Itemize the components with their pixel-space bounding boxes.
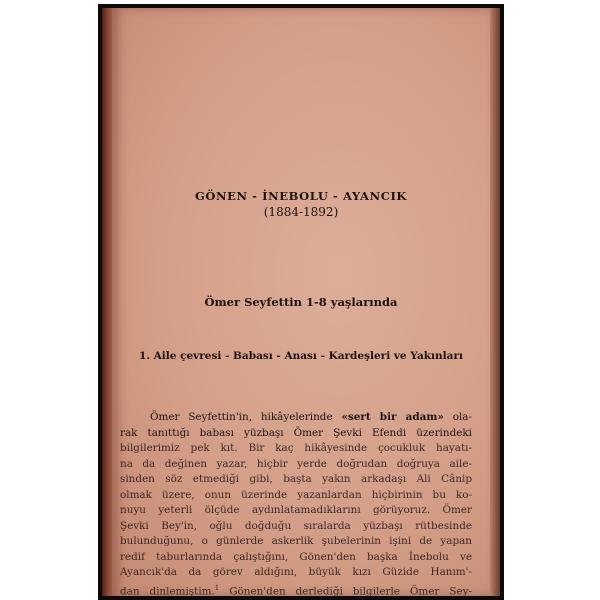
bold-quote: «sert bir adam» [341, 411, 444, 423]
chapter-subtitle: Ömer Seyfettin 1-8 yaşlarında [204, 295, 398, 309]
book-page [112, 8, 490, 596]
chapter-years: (1884-1892) [263, 205, 339, 219]
paragraph-line: sinden söz etmediği gibi, başta yakın arkadaşı Ali Cânip [120, 473, 472, 485]
paragraph-line: olmak üzere, onun üzerinde yazanlardan hiçbirinin bu ko- [120, 488, 472, 501]
text-run: Gönen'den derlediği bilgilerle Ömer Sey- [219, 584, 472, 597]
paragraph-line: bilgilerimiz pek kıt. Bir kaç hikâyesinde çocukluk hayatı- [120, 442, 472, 454]
paragraph-line: Şevki Bey'in, oğlu doğduğu sıralarda yüzbaşı rütbesinde [120, 519, 472, 532]
paragraph-line: bulunduğunu, o günlerde askerlik şubelerinin işini de yapan [120, 535, 472, 547]
paragraph-line: Ayancık'da da görev aldığını, büyük kızı Güzide Hanım'- [120, 566, 472, 578]
paragraph-line: na da değinen yazar, hiçbir yerde doğrudan doğruya aile- [120, 457, 472, 470]
page-edge [490, 8, 500, 596]
text-run: dan dinlemiştim. [120, 584, 215, 597]
body-paragraph [120, 410, 472, 599]
footnote-marker: 1 [214, 583, 220, 592]
text-run: Ömer Seyfettin'in, hikâyelerinde [150, 411, 342, 423]
chapter-title: GÖNEN - İNEBOLU - AYANCIK [194, 189, 408, 203]
paragraph-line: redif taburlarında çalıştığını, Gönen'den başka İnebolu ve [120, 550, 472, 563]
paragraph-line: nuyu yeterli ölçüde aydınlatamadıklarını görüyoruz. Ömer [120, 504, 472, 516]
paragraph-line [120, 581, 472, 600]
paragraph-line: rak tanıttığı babası yüzbaşı Ömer Şevki Efendi üzerindeki [120, 426, 472, 439]
paragraph-line [120, 410, 472, 426]
text-run: ola- [443, 411, 472, 423]
section-heading: 1. Aile çevresi - Babası - Anası - Kardeşleri ve Yakınları [139, 350, 463, 362]
